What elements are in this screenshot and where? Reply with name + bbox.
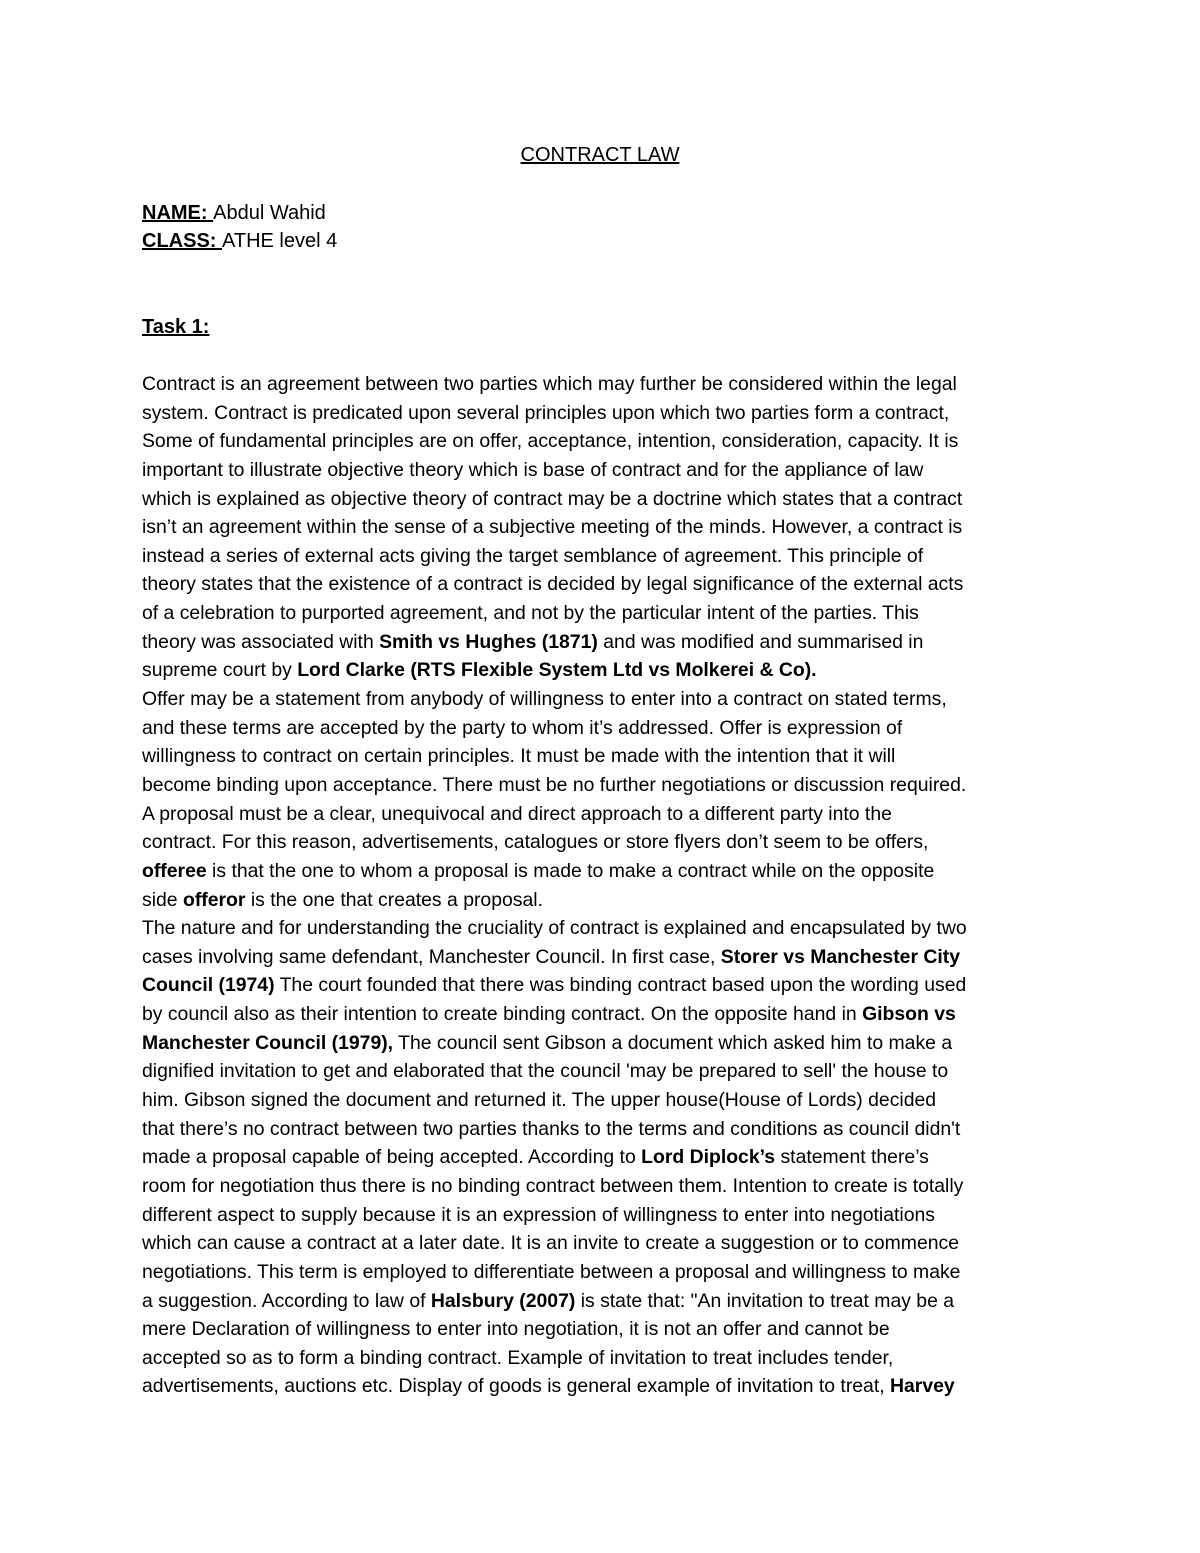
text-line	[142, 1201, 1072, 1230]
text-segment: accepted so as to form a binding contract. Example of invitation to treat includes tender,	[142, 1346, 894, 1369]
bold-citation: offeror	[182, 888, 246, 911]
text-segment: The council sent Gibson a document which asked him to make a	[393, 1031, 953, 1054]
text-segment: Some of fundamental principles are on offer, acceptance, intention, consideration, capacity. It is	[142, 430, 959, 453]
text-segment: mere Declaration of willingness to enter into negotiation, it is not an offer and cannot be	[142, 1318, 890, 1341]
text-segment: him. Gibson signed the document and returned it. The upper house(House of Lords) decided	[142, 1089, 937, 1112]
text-line	[142, 656, 1072, 685]
text-line	[142, 399, 1072, 428]
text-line	[142, 1000, 1072, 1029]
text-line	[142, 1172, 1072, 1201]
text-line	[142, 513, 1072, 542]
bold-citation: Manchester Council (1979),	[142, 1031, 394, 1054]
text-line	[142, 628, 1072, 657]
text-line	[142, 1372, 1072, 1401]
text-line	[142, 828, 1072, 857]
text-segment: Offer may be a statement from anybody of willingness to enter into a contract on stated terms,	[142, 688, 947, 711]
text-line	[142, 914, 1072, 943]
bold-citation: Gibson vs	[862, 1003, 956, 1026]
text-segment: supreme court by	[142, 659, 298, 682]
text-line	[142, 1258, 1072, 1287]
text-segment: of a celebration to purported agreement, and not by the particular intent of the parties. This	[142, 602, 919, 625]
text-segment: different aspect to supply because it is an expression of willingness to enter into negotiations	[142, 1203, 935, 1226]
bold-citation: Lord Diplock’s	[641, 1146, 776, 1169]
text-line	[142, 570, 1072, 599]
body-text	[142, 370, 1072, 1401]
text-segment: The nature and for understanding the cruciality of contract is explained and encapsulated by two	[142, 917, 967, 940]
text-line	[142, 1143, 1072, 1172]
text-segment: theory was associated with	[142, 630, 380, 653]
text-line	[142, 971, 1072, 1000]
text-line	[142, 800, 1072, 829]
name-label: NAME:	[142, 202, 214, 224]
text-segment: negotiations. This term is employed to differentiate between a proposal and willingness to make	[142, 1260, 961, 1283]
text-segment: and these terms are accepted by the party to whom it’s addressed. Offer is expression of	[142, 716, 903, 739]
text-segment: statement there’s	[775, 1146, 929, 1169]
text-segment: is that the one to whom a proposal is made to make a contract while on the opposite	[206, 859, 935, 882]
text-line	[142, 599, 1072, 628]
bold-citation: Lord Clarke (RTS Flexible System Ltd vs Molkerei & Co).	[297, 659, 817, 682]
text-line	[142, 1229, 1072, 1258]
text-segment: instead a series of external acts giving the target semblance of agreement. This principle of	[142, 544, 924, 567]
text-line	[142, 857, 1072, 886]
text-segment: important to illustrate objective theory which is base of contract and for the appliance of law	[142, 458, 924, 481]
text-line	[142, 1115, 1072, 1144]
name-value: Abdul Wahid	[213, 202, 326, 224]
text-segment: become binding upon acceptance. There must be no further negotiations or discussion required.	[142, 773, 967, 796]
text-line	[142, 771, 1072, 800]
text-segment: made a proposal capable of being accepted. According to	[142, 1146, 642, 1169]
text-segment: which can cause a contract at a later date. It is an invite to create a suggestion or to commence	[142, 1232, 960, 1255]
task-heading: Task 1:	[142, 316, 210, 338]
text-segment: system. Contract is predicated upon several principles upon which two parties form a contract,	[142, 401, 950, 424]
text-segment: is state that: "An invitation to treat may be a	[575, 1289, 955, 1312]
text-segment: dignified invitation to get and elaborated that the council 'may be prepared to sell' the house to	[142, 1060, 949, 1083]
bold-citation: Storer vs Manchester City	[720, 945, 961, 968]
text-segment: that there’s no contract between two parties thanks to the terms and conditions as council didn't	[142, 1117, 961, 1140]
text-line	[142, 1057, 1072, 1086]
text-line	[142, 943, 1072, 972]
text-line	[142, 886, 1072, 915]
text-line	[142, 485, 1072, 514]
text-segment: contract. For this reason, advertisements, catalogues or store flyers don’t seem to be offers,	[142, 831, 929, 854]
bold-citation: Halsbury (2007)	[430, 1289, 576, 1312]
text-segment: cases involving same defendant, Manchester Council. In first case,	[142, 945, 721, 968]
text-line	[142, 742, 1072, 771]
text-segment: side	[142, 888, 183, 911]
text-line	[142, 542, 1072, 571]
text-segment: advertisements, auctions etc. Display of goods is general example of invitation to treat,	[142, 1375, 891, 1398]
text-line	[142, 1315, 1072, 1344]
text-line	[142, 1029, 1072, 1058]
text-line	[142, 685, 1072, 714]
bold-citation: Council (1974)	[142, 974, 275, 997]
student-name-row	[142, 199, 326, 227]
text-line	[142, 427, 1072, 456]
text-line	[142, 1086, 1072, 1115]
text-segment: willingness to contract on certain principles. It must be made with the intention that it will	[142, 745, 896, 768]
bold-citation: offeree	[142, 859, 207, 882]
text-line	[142, 1287, 1072, 1316]
document-title: CONTRACT LAW	[520, 144, 680, 166]
class-value: ATHE level 4	[222, 230, 338, 252]
text-segment: room for negotiation thus there is no binding contract between them. Intention to create is totally	[142, 1174, 964, 1197]
bold-citation: Harvey	[890, 1375, 955, 1398]
text-segment: and was modified and summarised in	[597, 630, 924, 653]
bold-citation: Smith vs Hughes (1871)	[379, 630, 598, 653]
student-class-row	[142, 227, 337, 255]
text-segment: The court founded that there was binding contract based upon the wording used	[274, 974, 967, 997]
text-segment: by council also as their intention to create binding contract. On the opposite hand in	[142, 1003, 863, 1026]
text-line	[142, 1344, 1072, 1373]
text-segment: a suggestion. According to law of	[142, 1289, 431, 1312]
text-segment: is the one that creates a proposal.	[245, 888, 543, 911]
text-segment: A proposal must be a clear, unequivocal and direct approach to a different party into the	[142, 802, 892, 825]
text-segment: which is explained as objective theory of contract may be a doctrine which states that a contract	[142, 487, 963, 510]
text-segment: theory states that the existence of a contract is decided by legal significance of the external acts	[142, 573, 964, 596]
text-segment: isn’t an agreement within the sense of a subjective meeting of the minds. However, a contract is	[142, 516, 963, 539]
class-label: CLASS:	[142, 230, 222, 252]
text-line	[142, 370, 1072, 399]
text-segment: Contract is an agreement between two parties which may further be considered within the legal	[142, 373, 957, 395]
text-line	[142, 714, 1072, 743]
text-line	[142, 456, 1072, 485]
